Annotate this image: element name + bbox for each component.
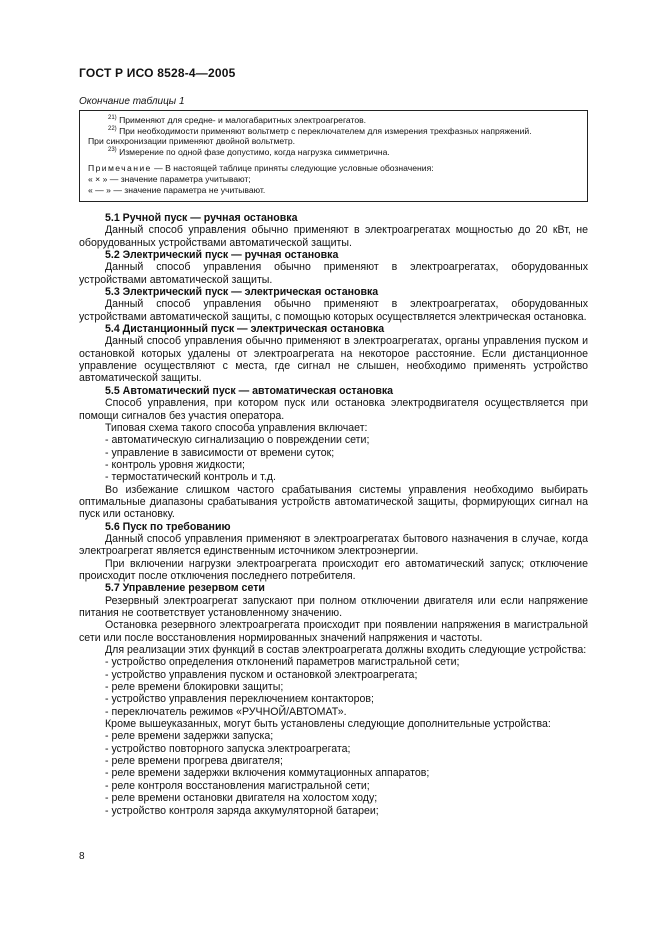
paragraph: Данный способ управления обычно применяют в электроагрегатах мощностью до 20 кВт, не оборудованных устройствами автоматической защиты.: [79, 224, 588, 249]
footnote-21: [88, 115, 581, 126]
footnote-marker: 21): [108, 115, 117, 121]
list-item: - устройство управления переключением контакторов;: [79, 693, 588, 705]
list-item: - автоматическую сигнализацию о повреждении сети;: [79, 434, 588, 446]
section-heading-5-3: 5.3 Электрический пуск — электрическая остановка: [105, 286, 379, 299]
list-item: - устройство контроля заряда аккумуляторной батареи;: [79, 805, 588, 817]
list-item: - устройство определения отклонений параметров магистральной сети;: [79, 656, 588, 668]
section-heading-5-5: 5.5 Автоматический пуск — автоматическая остановка: [105, 384, 394, 397]
legend-not-counted: « — » — значение параметра не учитывают.: [88, 184, 266, 195]
table-footnotes-box: [79, 110, 588, 202]
remark-text: — В настоящей таблице приняты следующие условные обозначения:: [151, 163, 434, 174]
paragraph: Данный способ управления обычно применяют в электроагрегатах, оборудованных устройствами автоматической защиты.: [79, 261, 588, 286]
footnote-22-continuation: При синхронизации применяют двойной вольтметр.: [88, 136, 296, 147]
paragraph: Резервный электроагрегат запускают при полном отключении двигателя или если напряжение питания не соответствует установленному значению.: [79, 594, 588, 619]
paragraph: Способ управления, при котором пуск или остановка электродвигателя осуществляется при помощи сигналов без участия оператора.: [79, 397, 588, 422]
footnote-text: При необходимости применяют вольтметр с переключателем для измерения трехфазных напряжений.: [119, 125, 532, 136]
paragraph: Остановка резервного электроагрегата происходит при появлении напряжения в магистральной сети или после восстановления нормированных значений напряжения и частоты.: [79, 619, 588, 644]
list-item: - переключатель режимов «РУЧНОЙ/АВТОМАТ».: [79, 706, 588, 718]
section-heading-5-4: 5.4 Дистанционный пуск — электрическая остановка: [105, 323, 385, 336]
paragraph: При включении нагрузки электроагрегата происходит его автоматический запуск; отключение происходит после отключения последнего потребителя.: [79, 557, 588, 582]
paragraph: Данный способ управления обычно применяют в электроагрегатах, органы управления пуском и остановкой которых удалены от электроагрегата на некоторое расстояние. Если дистанционное управление осуществляют с места, где сигнал не слышен, необходимо применять устройство автоматической защиты.: [79, 335, 588, 385]
footnote-text: Измерение по одной фазе допустимо, когда нагрузка симметрична.: [119, 146, 390, 157]
list-item: - устройство повторного запуска электроагрегата;: [79, 743, 588, 755]
paragraph: Типовая схема такого способа управления включает:: [105, 421, 368, 434]
section-heading-5-7: 5.7 Управление резервом сети: [105, 582, 265, 595]
legend-counted: « × » — значение параметра учитывают;: [88, 173, 251, 184]
paragraph: Данный способ управления обычно применяют в электроагрегатах, оборудованных устройствами автоматической защиты, с помощью которых осуществляется электрическая остановка.: [79, 298, 588, 323]
section-heading-5-2: 5.2 Электрический пуск — ручная остановка: [105, 249, 339, 262]
page-number: 8: [79, 851, 85, 862]
paragraph: Во избежание слишком частого срабатывания системы управления необходимо выбирать оптимальные диапазоны срабатывания устройств автоматической защиты, формирующих сигнал на пуск или остановку.: [79, 483, 588, 521]
footnote-text: Применяют для средне- и малогабаритных электроагрегатов.: [119, 115, 367, 125]
list-item: - термостатический контроль и т.д.: [79, 471, 588, 483]
list-item: - реле контроля восстановления магистральной сети;: [79, 780, 588, 792]
footnote-23: [88, 147, 581, 158]
list-item: - устройство управления пуском и остановкой электроагрегата;: [79, 669, 588, 681]
footnote-marker: 23): [108, 146, 117, 153]
list-item: - реле времени блокировки защиты;: [79, 681, 588, 693]
document-body: [79, 212, 588, 817]
table-continuation-caption: Окончание таблицы 1: [79, 96, 185, 107]
list-item: - реле времени прогрева двигателя;: [79, 755, 588, 767]
paragraph: Для реализации этих функций в состав электроагрегата должны входить следующие устройства:: [105, 644, 587, 657]
list-item: - реле времени задержки включения коммутационных аппаратов;: [79, 767, 588, 779]
paragraph: Данный способ управления применяют в электроагрегатах бытового назначения в случае, когда электроагрегат является единственным источником электроэнергии.: [79, 532, 588, 558]
paragraph: Кроме вышеуказанных, могут быть установлены следующие дополнительные устройства:: [105, 718, 551, 731]
list-item: - контроль уровня жидкости;: [79, 459, 588, 471]
document-header: ГОСТ Р ИСО 8528-4—2005: [79, 66, 236, 80]
section-heading-5-1: 5.1 Ручной пуск — ручная остановка: [105, 212, 298, 224]
list-item: - управление в зависимости от времени суток;: [79, 447, 588, 459]
footnote-marker: 22): [108, 125, 117, 132]
list-item: - реле времени остановки двигателя на холостом ходу;: [79, 792, 588, 804]
footnote-22: [88, 126, 581, 137]
table-remark: [88, 163, 581, 174]
list-item: - реле времени задержки запуска;: [79, 730, 588, 742]
section-heading-5-6: 5.6 Пуск по требованию: [105, 520, 231, 533]
remark-label: Примечание: [88, 163, 152, 174]
